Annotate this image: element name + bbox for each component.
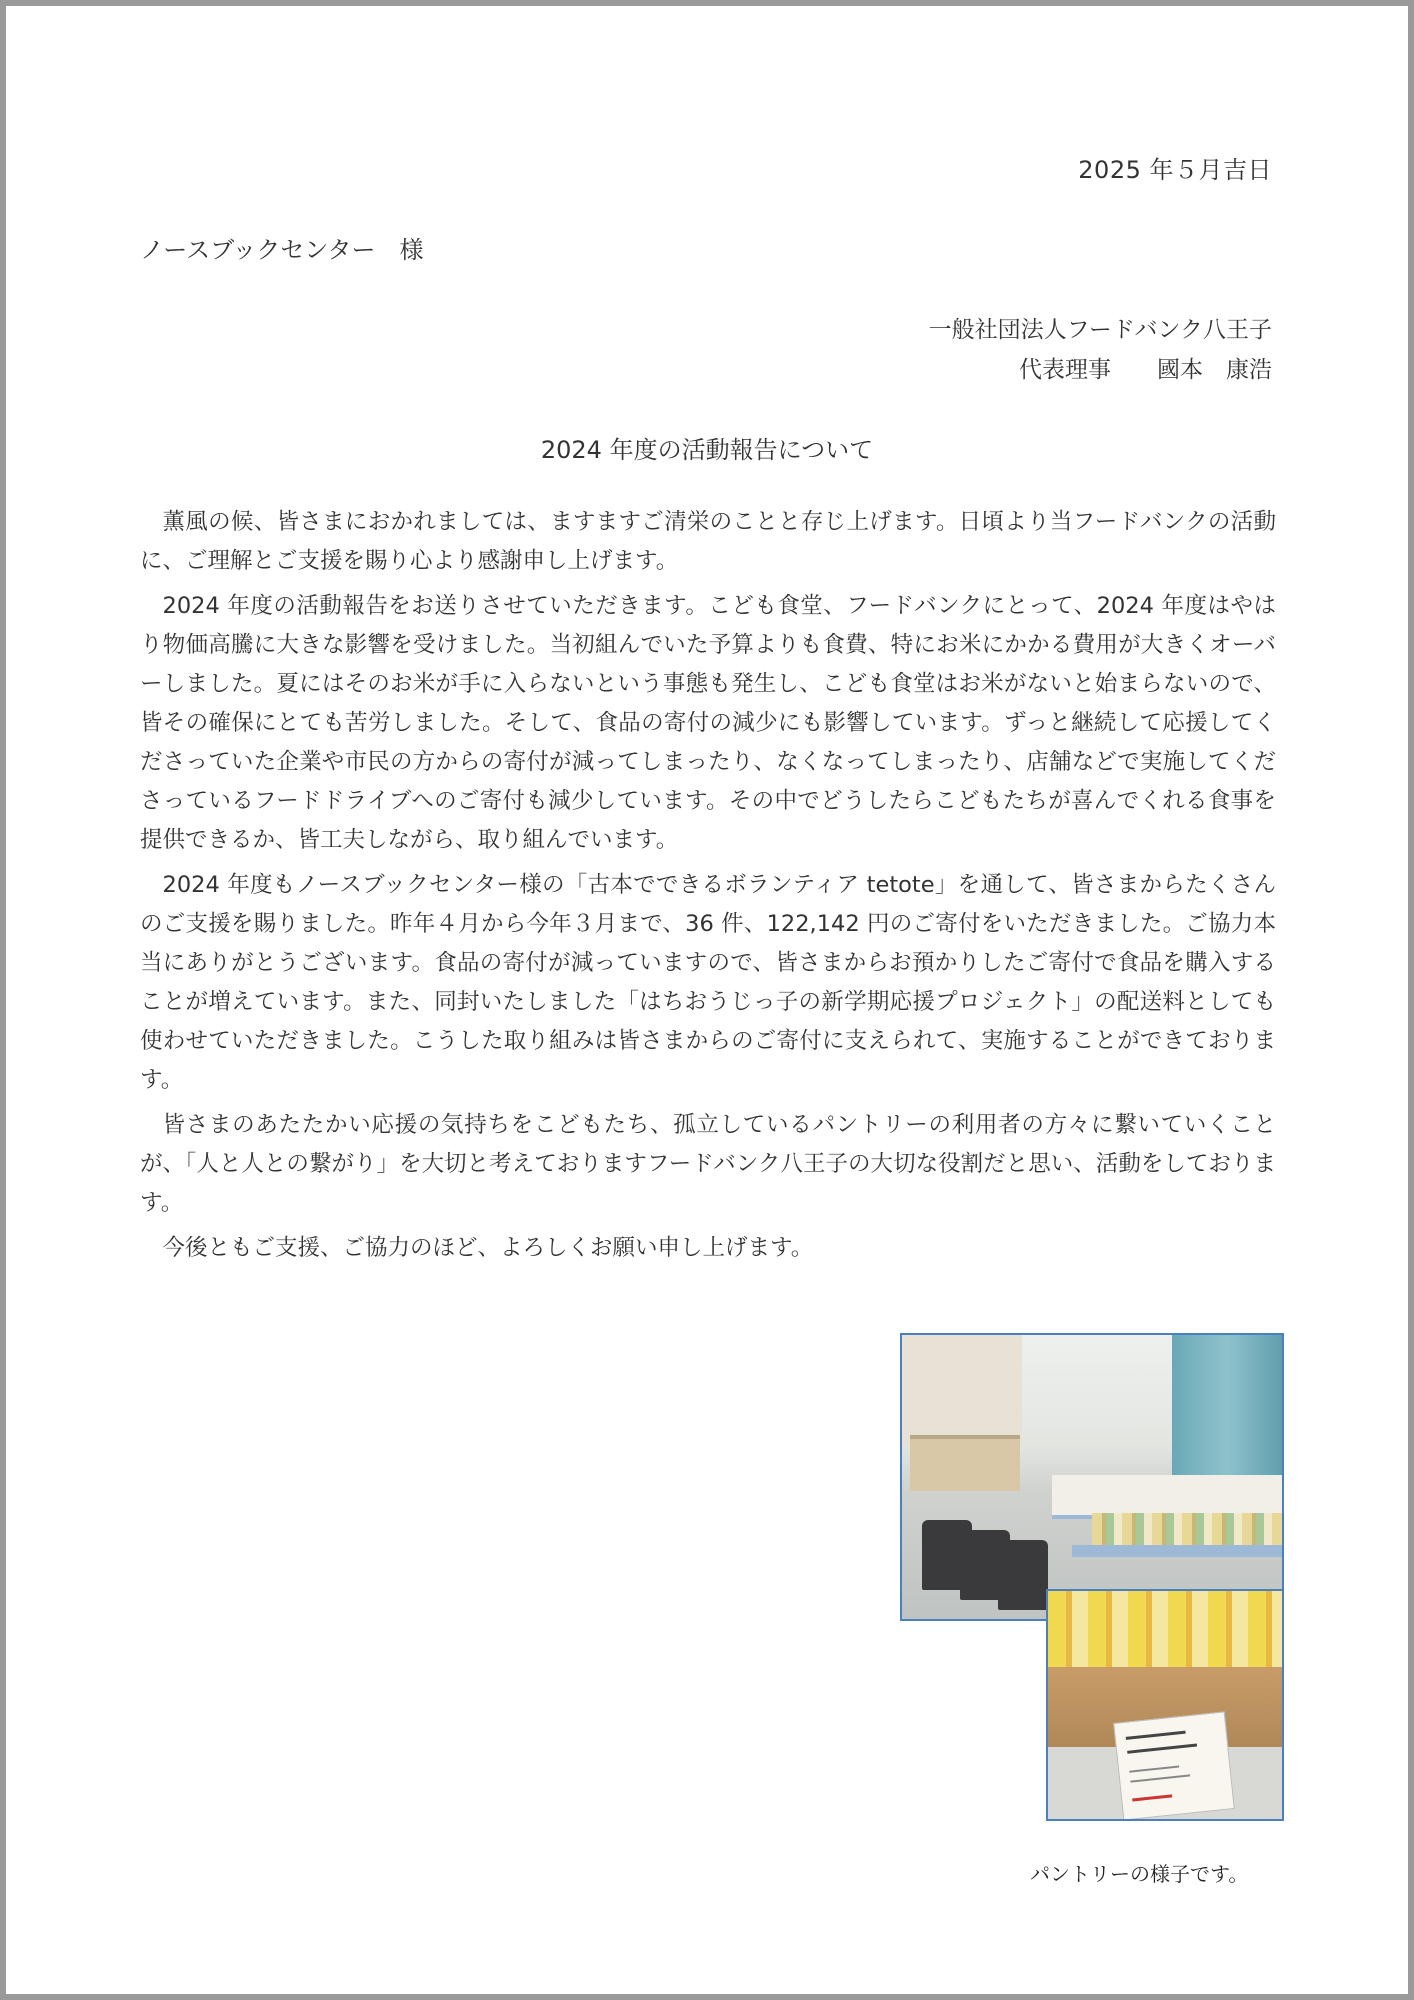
pantry-room-photo <box>900 1333 1284 1621</box>
pantry-food-photo <box>1046 1589 1284 1821</box>
sender-representative: 代表理事 國本 康浩 <box>1019 357 1272 383</box>
letter-date: 2025 年５月吉日 <box>1078 156 1272 184</box>
body-paragraph: 薫風の候、皆さまにおかれましては、ますますご清栄のことと存じ上げます。日頃より当フードバンクの活動に、ご理解とご支援を賜り心より感謝申し上げます。 <box>140 509 1276 574</box>
body-paragraph: 2024 年度の活動報告をお送りさせていただきます。こども食堂、フードバンクにとって、2024 年度はやはり物価高騰に大きな影響を受けました。当初組んでいた予算よりも食費、特にお米にかかる費用が大きくオーバーしました。夏にはそのお米が手に入らないという事態も発生し、こども食堂はお米がないと始まらないので、皆その確保にとても苦労しました。そして、食品の寄付の減少にも影響しています。ずっと継続して応援してくださっていた企業や市民の方からの寄付が減ってしまったり、なくなってしまったり、店舗などで実施してくださっているフードドライブへのご寄付も減少しています。その中でどうしたらこどもたちが喜んでくれる食事を提供できるか、皆工夫しながら、取り組んでいます。 <box>140 593 1276 853</box>
body-paragraph: 2024 年度もノースブックセンター様の「古本でできるボランティア tetote」を通して、皆さまからたくさんのご支援を賜りました。昨年４月から今年３月まで、36 件、122,142 円のご寄付をいただきました。ご協力本当にありがとうございます。食品の寄付が減っていますので、皆さまからお預かりしたご寄付で食品を購入することが増えています。また、同封いたしました「はちおうじっ子の新学期応援プロジェクト」の配送料としても使わせていただきました。こうした取り組みは皆さまからのご寄付に支えられて、実施することができております。 <box>140 872 1276 1093</box>
letter-recipient: ノースブックセンター 様 <box>140 236 424 264</box>
letter-sender <box>929 310 1272 390</box>
body-paragraph: 皆さまのあたたかい応援の気持ちをこどもたち、孤立しているパントリーの利用者の方々に繋いていくことが、「人と人との繋がり」を大切と考えておりますフードバンク八王子の大切な役割だと思い、活動をしております。 <box>140 1112 1276 1216</box>
sender-organization: 一般社団法人フードバンク八王子 <box>928 317 1272 343</box>
pantry-photos <box>900 1333 1284 1848</box>
letter-body <box>140 503 1276 1274</box>
letter-subject: 2024 年度の活動報告について <box>540 436 874 464</box>
photo-caption: パントリーの様子です。 <box>1030 1862 1249 1886</box>
body-paragraph: 今後ともご支援、ご協力のほど、よろしくお願い申し上げます。 <box>162 1235 814 1261</box>
